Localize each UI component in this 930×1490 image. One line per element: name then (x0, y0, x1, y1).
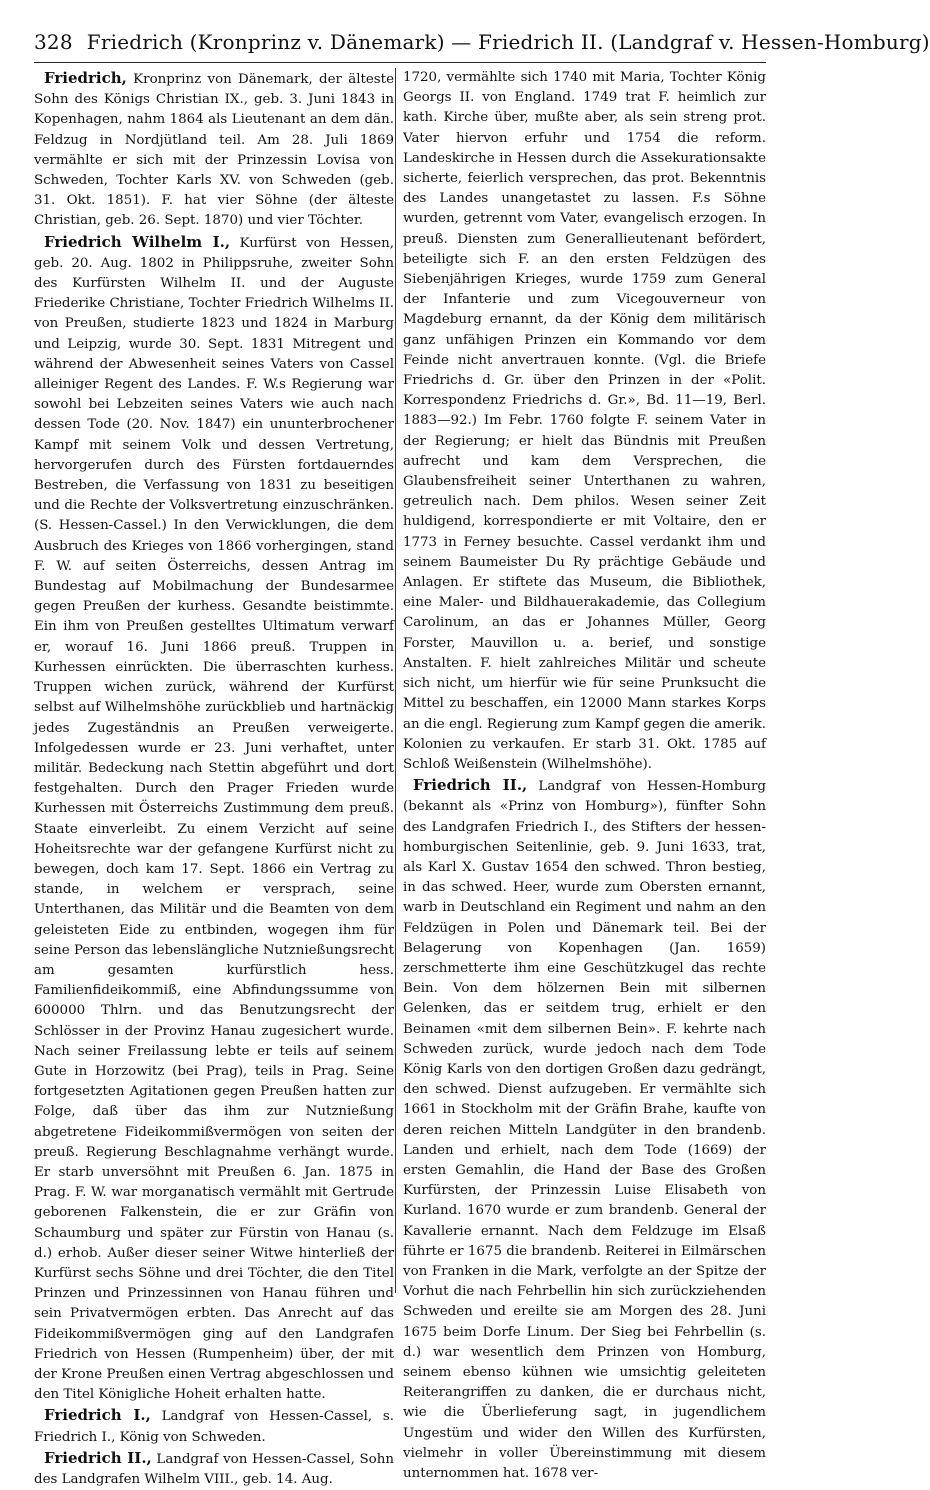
entry-friedrich-ii-hessen-cassel (34, 1448, 394, 1490)
headword: Friedrich, (44, 69, 127, 87)
entry-friedrich-ii-hessen-homburg (403, 775, 766, 1484)
entry-continuation: 1720, vermählte sich 1740 mit Maria, Tochter König Georgs II. von England. 1749 trat F. heimlich zur kath. Kirche über, mußte aber, als sein streng prot. Vater hiervon erfuhr und 1754 die reform. Landeskirche in Hessen durch die Assekurationsakte sicherte, feierlich versprechen, das prot. Bekenntnis des Landes unangetastet zu lassen. F.s Söhne wurden, getrennt vom Vater, evangelisch erzogen. In preuß. Diensten zum Generallieutenant befördert, beteiligte sich F. an den ersten Feldzügen des Siebenjährigen Krieges, wurde 1759 zum General der Infanterie und zum Vicegouverneur von Magdeburg ernannt, da der König dem militärisch ganz unfähigen Prinzen ein Kommando vor dem Feinde nicht anvertrauen konnte. (Vgl. die Briefe Friedrichs d. Gr. über den Prinzen in der «Polit. Korrespondenz Friedrichs d. Gr.», Bd. 11—19, Berl. 1883—92.) Im Febr. 1760 folgte F. seinem Vater in der Regierung; er hielt das Bündnis mit Preußen aufrecht und kam dem Versprechen, die Glaubensfreiheit seiner Unterthanen zu wahren, getreulich nach. Dem philos. Wesen seiner Zeit huldigend, korrespondierte er mit Voltaire, den er 1773 in Ferney besuchte. Cassel verdankt ihm und seinem Baumeister Du Ry prächtige Gebäude und Anlagen. Er stiftete das Museum, die Bibliothek, eine Maler- und Bildhauerakademie, das Collegium Carolinum, an das er Johannes Müller, Georg Forster, Mauvillon u. a. berief, und sonstige Anstalten. F. hielt zahlreiches Militär und scheute sich nicht, um hierfür wie für seine Prunksucht die Mittel zu beschaffen, ein 12000 Mann starkes Korps an die engl. Regierung zum Kampf gegen die amerik. Kolonien zu verkaufen. Er starb 31. Okt. 1785 auf Schloß Weißenstein (Wilhelmshöhe). (403, 70, 766, 772)
entry-friedrich-i-hessen-cassel (34, 1405, 394, 1447)
headword: Friedrich II., (44, 1448, 152, 1467)
entry-text: Landgraf von Hessen-Homburg (bekannt als «Prinz von Homburg»), fünfter Sohn des Landgrafen Friedrich I., des Stifters der hessen-homburgischen Seitenlinie, geb. 9. Juni 1633, trat, als Karl X. Gustav 1654 den schwed. Thron bestieg, in das schwed. Heer, wurde zum Obersten ernannt, warb in Deutschland ein Regiment und nahm an den Feldzügen in Polen und Dänemark teil. Bei der Belagerung von Kopenhagen (Jan. 1659) zerschmetterte ihm eine Geschützkugel das rechte Bein. Von dem hölzernen Bein mit silbernen Gelenken, das er seitdem trug, erhielt er den Beinamen «mit dem silbernen Bein». F. kehrte nach Schweden zurück, wurde jedoch nach dem Tode König Karls von den dortigen Großen dazu gedrängt, den schwed. Dienst aufzugeben. Er vermählte sich 1661 in Stockholm mit der Gräfin Brahe, kaufte von deren reichen Mitteln Landgüter in den brandenb. Landen und erhielt, nach dem Tode (1669) der ersten Gemahlin, die Hand der Base des Großen Kurfürsten, der Prinzessin Luise Elisabeth von Kurland. 1670 wurde er zum brandenb. General der Kavallerie ernannt. Nach dem Feldzuge im Elsaß führte er 1675 die brandenb. Reiterei in Eilmärschen von Franken in die Mark, verfolgte an der Spitze der Vorhut die nach Fehrbellin hin sich zurückziehenden Schweden und ereilte sie am Morgen des 28. Juni 1675 beim Dorfe Linum. Der Sieg bei Fehrbellin (s. d.) war wesentlich dem Prinzen von Homburg, seinem ebenso kühnen wie umsichtig geleiteten Reiterangriffen zu danken, die er durchaus nicht, wie die Überlieferung sagt, in jugendlichem Ungestüm und wider den Willen des Kurfürsten, vielmehr in voller Übereinstimmung mit diesem unternommen hat. 1678 ver- (403, 779, 767, 1482)
header-rule (34, 62, 766, 63)
column-divider (395, 68, 396, 1293)
right-column (403, 68, 767, 1482)
headword: Friedrich II., (413, 776, 528, 795)
entry-text: Landgraf von Hessen-Cassel, s. Friedrich I., König von Schweden. (34, 1409, 394, 1445)
entry-text: Kronprinz von Dänemark, der älteste Sohn des Königs Christian IX., geb. 3. Juni 1843 in Kopenhagen, nahm 1864 als Lieutenant an dem dän. Feldzug in Nordjütland teil. Am 28. Juli 1869 vermählte er sich mit der Prinzessin Lovisa von Schweden, Tochter Karls XV. von Schweden (geb. 31. Okt. 1851). F. hat vier Söhne (der älteste Christian, geb. 26. Sept. 1870) und vier Töchter. (34, 72, 394, 229)
entry-friedrich-wilhelm-i (34, 232, 394, 1406)
headword: Friedrich I., (44, 1406, 151, 1425)
header-title: Friedrich (Kronprinz v. Dänemark) — Friedrich II. (Landgraf v. Hessen-Homburg) (86, 30, 930, 54)
left-column (34, 68, 395, 1488)
running-header (34, 22, 930, 62)
headword: Friedrich Wilhelm I., (44, 232, 231, 251)
entry-text: Landgraf von Hessen-Cassel, Sohn des Landgrafen Wilhelm VIII., geb. 14. Aug. (34, 1451, 394, 1488)
page-number: 328 (34, 30, 73, 54)
entry-friedrich-kronprinz (34, 68, 394, 232)
entry-text: Kurfürst von Hessen, geb. 20. Aug. 1802 in Philippsruhe, zweiter Sohn des Kurfürsten Wilhelm II. und der Auguste Friederike Christiane, Tochter Friedrich Wilhelms II. von Preußen, studierte 1823 und 1824 in Marburg und Leipzig, wurde 30. Sept. 1831 Mitregent und während der Abwesenheit seines Vaters von Cassel alleiniger Regent des Landes. F. W.s Regierung war sowohl bei Lebzeiten seines Vaters wie auch nach dessen Tode (20. Nov. 1847) ein ununterbrochener Kampf mit seinem Volk und dessen Vertretung, hervorgerufen durch des Fürsten fortdauerndes Bestreben, die Verfassung von 1831 zu beseitigen und die Rechte der Volksvertretung einzuschränken. (S. Hessen-Cassel.) In den Verwicklungen, die dem Ausbruch des Krieges von 1866 vorhergingen, stand F. W. auf seiten Österreichs, dessen Antrag im Bundestag auf Mobilmachung der Bundesarmee gegen Preußen der kurhess. Gesandte beistimmte. Ein ihm von Preußen gestelltes Ultimatum verwarf er, worauf 16. Juni 1866 preuß. Truppen in Kurhessen einrückten. Die überraschten kurhess. Truppen wichen zurück, während der Kurfürst selbst auf Wilhelmshöhe zurückblieb und hartnäckig jedes Zugeständnis an Preußen verweigerte. Infolgedessen wurde er 23. Juni verhaftet, unter militär. Bedeckung nach Stettin abgeführt und dort festgehalten. Durch den Prager Frieden wurde Kurhessen mit Österreichs Zustimmung dem preuß. Staate einverleibt. Zu einem Verzicht auf seine Hoheitsrechte war der gefangene Kurfürst nicht zu bewegen, doch kam 17. Sept. 1866 ein Vertrag zu stande, in welchem er versprach, seine Unterthanen, das Militär und die Beamten von dem geleisteten Eide zu entbinden, wogegen ihm für seine Person das lebenslängliche Nutznießungsrecht am gesamten kurfürstlich hess. Familienfideikommiß, eine Abfindungssumme von 600000 Thlrn. und das Benutzungsrecht der Schlösser in der Provinz Hanau zugesichert wurde. Nach seiner Freilassung lebte er teils auf seinem Gute in Horzowitz (bei Prag), teils in Prag. Seine fortgesetzten Agitationen gegen Preußen hatten zur Folge, daß über das ihm zur Nutznießung abgetretene Fideikommißvermögen von seiten der preuß. Regierung Beschlagnahme verhängt wurde. Er starb unversöhnt mit Preußen 6. Jan. 1875 in Prag. F. W. war morganatisch vermählt mit Gertrude geborenen Falkenstein, die er zur Gräfin von Schaumburg und später zur Fürstin von Hanau (s. d.) erhob. Außer dieser seiner Witwe hinterließ der Kurfürst sechs Söhne und drei Töchter, die den Titel Prinzen und Prinzessinnen von Hanau führen und sein Privatvermögen erbten. Das Anrecht auf das Fideikommißvermögen ging auf den Landgrafen Friedrich von Hessen (Rumpenheim) über, der mit der Krone Preußen einen Vertrag abgeschlossen und den Titel Königliche Hoheit erhalten hatte. (34, 235, 395, 1403)
